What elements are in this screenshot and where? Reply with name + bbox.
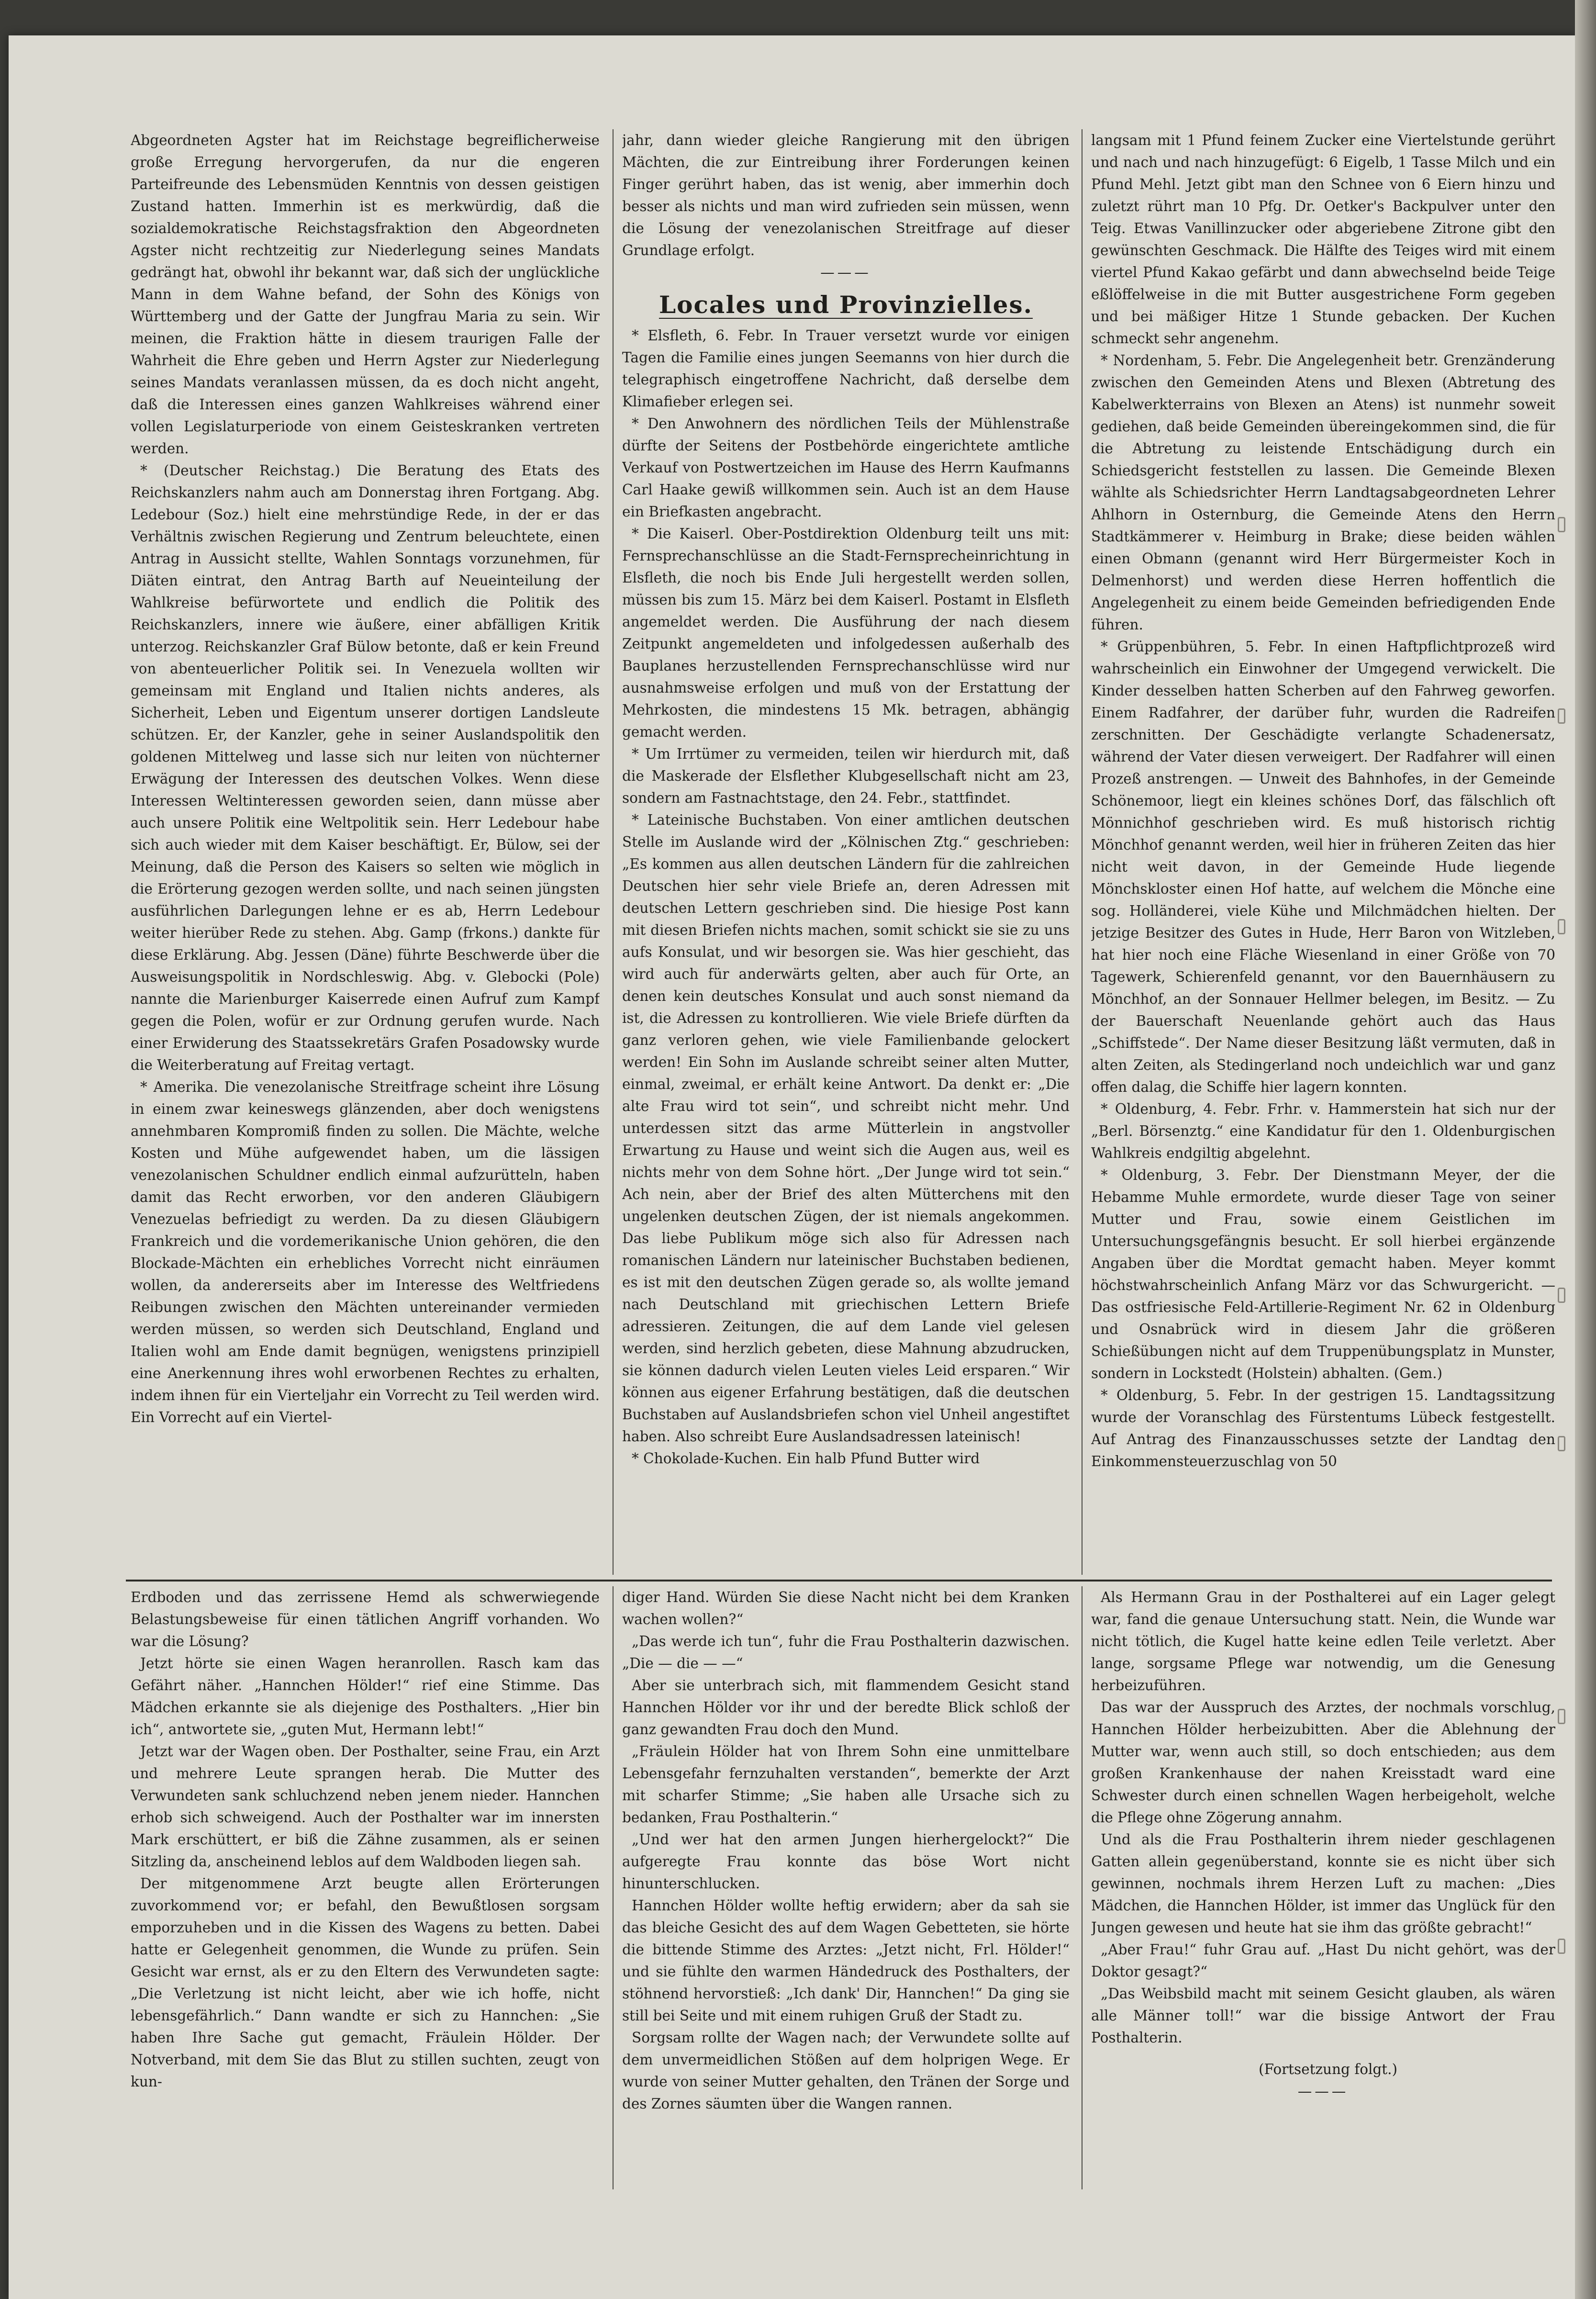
top-column-1 [131,129,600,1575]
news-item: * Den Anwohnern des nördlichen Teils der Mühlenstraße dürfte der Seitens der Postbehörde eingerichtete amtliche Verkauf von Postwertzeichen im Hause des Herrn Kaufmanns Carl Haake gewiß willkommen sein. Auch ist an dem Hause ein Briefkasten angebracht. [622,415,1070,520]
story-paragraph: Der mitgenommene Arzt beugte allen Erörterungen zuvorkommend vor; er befahl, den Bewußtlosen sorgsam emporzuheben und in die Kissen des Wagens zu betten. Dabei hatte er Gelegenheit genommen, die Wunde zu prüfen. Sein Gesicht war ernst, als er zu den Eltern des Verwundeten sagte: „Die Verletzung ist nicht leicht, aber wie ich hoffe, nicht lebensgefährlich.“ Dann wandte er sich zu Hannchen: „Sie haben Ihre Sache gut gemacht, Fräulein Hölder. Der Notverband, mit dem Sie das Blut zu stillen suchten, zeugt von kun- [131,1875,600,2090]
news-item: * Elsfleth, 6. Febr. In Trauer versetzt wurde vor einigen Tagen die Familie eines jungen Seemanns von hier durch die telegraphisch eingetroffene Nachricht, daß derselbe dem Klimafieber erlegen sei. [622,327,1070,410]
binding-hole [1558,517,1565,532]
story-paragraph: Das war der Ausspruch des Arztes, der nochmals vorschlug, Hannchen Hölder herbeizubitten. Aber die Ablehnung der Mutter war, wenn auch still, so doch entschieden; aus dem großen Krankenhause der nahen Kreisstadt ward eine Schwester durch einen schnellen Wagen herbeigeholt, welche die Pflege ohne Zögerung annahm. [1091,1699,1555,1826]
story-paragraph: Und als die Frau Posthalterin ihrem nieder geschlagenen Gatten allein gegenüberstand, konnte sie es nicht über sich gewinnen, nochmals ihrem Herzen Luft zu machen: „Dies Mädchen, die Hannchen Hölder, ist immer das Unglück für den Jungen gewesen und heute hat sie ihm das größte gebracht!“ [1091,1831,1555,1936]
newspaper-page [9,35,1576,2299]
story-paragraph: diger Hand. Würden Sie diese Nacht nicht bei dem Kranken wachen wollen?“ [622,1589,1070,1627]
story-paragraph: „Das werde ich tun“, fuhr die Frau Posthalterin dazwischen. „Die — die — —“ [622,1633,1070,1671]
story-paragraph: Als Hermann Grau in der Posthalterei auf ein Lager gelegt war, fand die genaue Untersuchung statt. Nein, die Wunde war nicht tötlich, die Kugel hatte keine edlen Teile verletzt. Aber lange, sorgsame Pflege war notwendig, um die Genesung herbeizuführen. [1091,1589,1555,1693]
binding-hole [1558,708,1565,724]
continued-note: (Fortsetzung folgt.) [1258,2061,1398,2077]
bottom-column-1 [131,1586,600,2204]
story-paragraph: Erdboden und das zerrissene Hemd als schwerwiegende Belastungsbeweise für einen tätlichen Angriff vorhanden. Wo war die Lösung? [131,1589,600,1649]
binding-hole [1558,919,1565,934]
news-item: * Nordenham, 5. Febr. Die Angelegenheit betr. Grenzänderung zwischen den Gemeinden Atens und Blexen (Abtretung des Kabelwerkterrains von Blexen an Atens) ist nunmehr soweit gediehen, daß beide Gemeinden übereingekommen sind, die für die Abtretung zu leistende Entschädigung durch ein Schiedsgericht feststellen zu lassen. Die Gemeinde Blexen wählte als Schiedsrichter Herrn Landtagsabgeordneten Lehrer Ahlhorn in Osternburg, die Gemeinde Atens den Herrn Stadtkämmerer v. Heimburg in Brake; diese beiden wählen einen Obmann (genannt wird Herr Bürgermeister Koch in Delmenhorst) und werden diese Herren hoffentlich die Angelegenheit zu einem beide Gemeinden befriedigenden Ende führen. [1091,352,1555,633]
story-paragraph: „Aber Frau!“ fuhr Grau auf. „Hast Du nicht gehört, was der Doktor gesagt?“ [1091,1941,1555,1980]
news-item: * Lateinische Buchstaben. Von einer amtlichen deutschen Stelle im Auslande wird der „Kölnischen Ztg.“ geschrieben: „Es kommen aus allen deutschen Ländern für die zahlreichen Deutschen hier sehr viele Briefe an, deren Adressen mit deutschen Lettern geschrieben sind. Die hiesige Post kann mit diesen Briefen nichts machen, somit schickt sie sie zu uns aufs Konsulat, und wir besorgen sie. Was hier geschieht, das wird auch für anderwärts gelten, aber auch für Orte, an denen kein deutsches Konsulat und auch sonst niemand da ist, die Adressen zu kontrollieren. Wie viele Briefe dürften da ganz verloren gehen, wie viele Familienbande gelockert werden! Ein Sohn im Auslande schreibt seiner alten Mutter, einmal, zweimal, er erhält keine Antwort. Da denkt er: „Die alte Frau wird tot sein“, und schreibt nicht mehr. Und unterdessen sitzt das arme Mütterlein in angstvoller Erwartung zu Hause und weint sich die Augen aus, weil es nichts mehr von dem Sohne hört. „Der Junge wird tot sein.“ Ach nein, aber der Brief des alten Mütterchens mit den ungelenken deutschen Zügen, der ist niemals angekommen. Das liebe Publikum möge sich also für Adressen nach romanischen Ländern nur lateinischer Buchstaben bedienen, es ist mit den deutschen Zügen gerade so, als wollte jemand nach Deutschland mit griechischen Lettern Briefe adressieren. Zeitungen, die auf dem Lande viel gelesen werden, sind herzlich gebeten, diese Mahnung abzudrucken, sie können dadurch vielen Leuten vieles Leid ersparen.“ Wir können aus eigener Erfahrung bestätigen, daß die deutschen Buchstaben auf Auslandsbriefen schon viel Unheil angestiftet haben. Also schreibt Eure Auslandsadressen lateinisch! [622,812,1070,1445]
bottom-column-3 [1091,1586,1555,2204]
news-item: * Chokolade-Kuchen. Ein halb Pfund Butter wird [632,1450,980,1467]
news-item: * Oldenburg, 3. Febr. Der Dienstmann Meyer, der die Hebamme Muhle ermordete, wurde dieser Tage von seiner Mutter und Frau, sowie einem Geistlichen im Untersuchungsgefängnis besucht. Er soll hierbei ergänzende Angaben über die Mordtat gemacht haben. Meyer kommt höchstwahrscheinlich Anfang März vor das Schwurgericht. — Das ostfriesische Feld-Artillerie-Regiment Nr. 62 in Oldenburg und Osnabrück wird in diesem Jahr die größeren Schießübungen nicht auf dem Truppenübungsplatz in Munster, sondern in Lockstedt (Holstein) abhalten. (Gem.) [1091,1167,1555,1381]
story-paragraph: Sorgsam rollte der Wagen nach; der Verwundete sollte auf dem unvermeidlichen Stößen auf dem holprigen Wege. Er wurde von seiner Mutter gehalten, den Tränen der Sorge und des Zornes säumten über die Wangen rannen. [622,2030,1070,2112]
story-paragraph: Jetzt hörte sie einen Wagen heranrollen. Rasch kam das Gefährt näher. „Hannchen Hölder!“ rief eine Stimme. Das Mädchen erkannte sie als diejenige des Posthalters. „Hier bin ich“, antwortete sie, „guten Mut, Hermann lebt!“ [131,1655,600,1738]
article-paragraph: * Amerika. Die venezolanische Streitfrage scheint ihre Lösung in einem zwar keineswegs glänzenden, aber doch wenigstens annehmbaren Kompromiß finden zu sollen. Die Mächte, welche Kosten und Mühe aufgewendet haben, um die lässigen venezolanischen Schuldner endlich einmal aufzurütteln, haben damit das Recht erworben, vor den anderen Gläubigern Venezuelas befriedigt zu werden. Da zu diesen Gläubigern Frankreich und die vordemerikanische Union gehören, die den Blockade-Mächten ein erhebliches Vorrecht nicht einräumen wollen, da andererseits aber im Interesse des Weltfriedens Reibungen zwischen den Mächten untereinander vermieden werden müssen, so werden sich Deutschland, England und Italien wohl am Ende damit begnügen, wenigstens prinzipiell eine Anerkennung ihres wohl erworbenen Rechtes zu erhalten, indem ihnen für ein Vierteljahr ein Vorrecht zu Teil werden wird. Ein Vorrecht auf ein Viertel- [131,1079,600,1425]
column-rule [613,129,614,1575]
column-rule [1082,129,1083,1575]
article-paragraph: Abgeordneten Agster hat im Reichstage begreiflicherweise große Erregung hervorgerufen, da nur die engeren Parteifreunde des Lebensmüden Kenntnis von dessen geistigen Zustand hatten. Immerhin ist es merkwürdig, daß die sozialdemokratische Reichstagsfraktion den Abgeordneten Agster nicht rechtzeitig zur Niederlegung seines Mandats gedrängt hat, obwohl ihr bekannt war, daß sich der unglückliche Mann in dem Wahne befand, der Sohn des Königs von Württemberg und der Gatte der Jungfrau Maria zu sein. Wir meinen, die Fraktion hätte in diesem traurigen Falle der Wahrheit die Ehre geben und Herrn Agster zur Niederlegung seines Mandats veranlassen müssen, da es doch nicht angeht, daß die Interessen eines ganzen Wahlkreises während einer vollen Legislaturperiode von einem Geisteskranken vertreten werden. [131,132,600,457]
page-edge [1575,0,1596,2299]
story-paragraph: „Und wer hat den armen Jungen hierhergelockt?“ Die aufgeregte Frau konnte das böse Wort nicht hinunterschlucken. [622,1831,1070,1892]
top-column-3 [1091,129,1555,1575]
news-item: langsam mit 1 Pfund feinem Zucker eine Viertelstunde gerührt und nach und nach hinzugefügt: 6 Eigelb, 1 Tasse Milch und ein Pfund Mehl. Jetzt gibt man den Schnee von 6 Eiern hinzu und zuletzt rührt man 10 Pfg. Dr. Oetker's Backpulver unter den Teig. Etwas Vanillinzucker oder abgeriebene Zitrone gibt den gewünschten Geschmack. Die Hälfte des Teiges wird mit einem viertel Pfund Kakao gefärbt und dann abwechselnd beide Teige eßlöffelweise in die mit Butter ausgestrichene Form gegeben und bei mäßiger Hitze 1 Stunde gebacken. Der Kuchen schmeckt sehr angenehm. [1091,132,1555,347]
end-rule: ——— [1297,2083,1349,2099]
story-paragraph: Jetzt war der Wagen oben. Der Posthalter, seine Frau, ein Arzt und mehrere Leute sprangen herab. Die Mutter des Verwundeten sank schluchzend neben jenem nieder. Hannchen erhob sich schweigend. Auch der Posthalter war im innersten Mark erschüttert, er biß die Zähne zusammen, als er seinen Sitzling da, anscheinend leblos auf dem Waldboden liegen sah. [131,1743,600,1870]
separator: ——— [820,264,871,280]
bottom-column-2 [622,1586,1070,2204]
binding-hole [1558,1939,1565,1954]
top-column-2 [622,129,1070,1575]
binding-hole [1558,1709,1565,1724]
article-paragraph: jahr, dann wieder gleiche Rangierung mit den übrigen Mächten, die zur Eintreibung ihrer Forderungen keinen Finger gerührt haben, das ist wenig, aber immerhin doch besser als nichts und man wird zufrieden sein müssen, wenn die Lösung der venezolanischen Streitfrage auf dieser Grundlage erfolgt. [622,132,1070,258]
binding-hole [1558,1288,1565,1303]
story-paragraph: Aber sie unterbrach sich, mit flammendem Gesicht stand Hannchen Hölder vor ihr und der beredte Blick schloß der ganz gewandten Frau doch den Mund. [622,1677,1070,1738]
news-item: * Oldenburg, 5. Febr. In der gestrigen 15. Landtagssitzung wurde der Voranschlag des Fürstentums Lübeck festgestellt. Auf Antrag des Finanzausschusses setzte der Landtag den Einkommensteuerzuschlag von 50 [1091,1387,1555,1469]
section-heading: Locales und Provinzielles. [658,291,1033,319]
feuilleton-divider [126,1580,1552,1581]
news-item: * Die Kaiserl. Ober-Postdirektion Oldenburg teilt uns mit: Fernsprechanschlüsse an die Stadt-Fernsprecheinrichtung in Elsfleth, die noch bis Ende Juli hergestellt werden sollen, müssen bis zum 15. März bei dem Kaiserl. Postamt in Elsfleth angemeldet werden. Die Ausführung der nach diesem Zeitpunkt angemeldeten und infolgedessen außerhalb des Bauplanes herzustellenden Fernsprechanschlüsse wird nur ausnahmsweise erfolgen und muß von der Erstattung der Mehrkosten, die mindestens 15 Mk. betragen, abhängig gemacht werden. [622,526,1070,740]
news-item: * Grüppenbühren, 5. Febr. In einen Haftpflichtprozeß wird wahrscheinlich ein Einwohner der Umgegend verwickelt. Die Kinder desselben hatten Scherben auf den Fahrweg geworfen. Einem Radfahrer, der darüber fuhr, wurden die Radreifen zerschnitten. Der Geschädigte verlangte Schadenersatz, während der Vater diesen verweigert. Der Radfahrer will einen Prozeß anstrengen. — Unweit des Bahnhofes, in der Gemeinde Schönemoor, liegt ein kleines schönes Dorf, das fälschlich oft Mönnichhof geschrieben wird. Es muß historisch richtig Mönchhof genannt werden, weil hier in früheren Zeiten das hier nicht weit davon, in der Gemeinde Hude liegende Mönchskloster einen Hof hatte, auf welchem die Mönche eine sog. Holländerei, viele Kühe und Milchmädchen hielten. Der jetzige Besitzer des Gutes in Hude, Herr Baron von Witzleben, hat hier noch eine Fläche Wiesenland in einer Größe von 70 Tagewerk, Schierenfeld genannt, vor den Bauernhäusern zu Mönchhof, an der Sonnauer Hellmer belegen, im Besitz. — Zu der Bauerschaft Neuenlande gehört auch das Haus „Schiffstede“. Der Name dieser Besitzung läßt vermuten, daß in alten Zeiten, als Stedingerland noch undeichlich war und ganz offen dalag, die Schiffe hier lagern konnten. [1091,639,1555,1095]
story-paragraph: Hannchen Hölder wollte heftig erwidern; aber da sah sie das bleiche Gesicht des auf dem Wagen Gebetteten, sie hörte die bittende Stimme des Arztes: „Jetzt nicht, Frl. Hölder!“ und sie fühlte den warmen Händedruck des Posthalters, der stöhnend hervorstieß: „Ich dank' Dir, Hannchen!“ Da ging sie still bei Seite und mit einem ruhigen Gruß der Stadt zu. [622,1897,1070,2024]
column-rule [613,1586,614,2189]
story-paragraph: „Das Weibsbild macht mit seinem Gesicht glauben, als wären alle Männer toll!“ war die bissige Antwort der Frau Posthalterin. [1091,1985,1555,2046]
news-item: * Um Irrtümer zu vermeiden, teilen wir hierdurch mit, daß die Maskerade der Elsflether Klubgesellschaft nicht am 23, sondern am Fastnachtstage, den 24. Febr., stattfindet. [622,746,1070,806]
story-paragraph: „Fräulein Hölder hat von Ihrem Sohn eine unmittelbare Lebensgefahr fernzuhalten verstanden“, bemerkte der Arzt mit scharfer Stimme; „Sie haben alle Ursache sich zu bedanken, Frau Posthalterin.“ [622,1743,1070,1826]
news-item: * Oldenburg, 4. Febr. Frhr. v. Hammerstein hat sich nur der „Berl. Börsenztg.“ eine Kandidatur für den 1. Oldenburgischen Wahlkreis endgiltig abgelehnt. [1091,1101,1555,1161]
article-paragraph: * (Deutscher Reichstag.) Die Beratung des Etats des Reichskanzlers nahm auch am Donnerstag ihren Fortgang. Abg. Ledebour (Soz.) hielt eine mehrstündige Rede, in der er das Verhältnis zwischen Regierung und Zentrum beleuchtete, einen Antrag in Aussicht stellte, Wahlen Sonntags vorzunehmen, für Diäten eintrat, den Antrag Barth auf Neueinteilung der Wahlkreise befürwortete und endlich die Politik des Reichskanzlers, innere wie äußere, einer abfälligen Kritik unterzog. Reichskanzler Graf Bülow betonte, daß er kein Freund von abenteuerlicher Politik sei. In Venezuela wollten wir gemeinsam mit England und Italien nichts anderes, als Sicherheit, Leben und Eigentum unserer dortigen Landsleute schützen. Er, der Kanzler, gehe in seiner Auslandspolitik den goldenen Mittelweg und lasse sich nur leiten von nüchterner Erwägung der Interessen des deutschen Volkes. Wenn diese Interessen Weltinteressen geworden seien, dann müsse aber auch unsere Politik eine Weltpolitik sein. Herr Ledebour habe sich auch wieder mit dem Kaiser beschäftigt. Er, Bülow, sei der Meinung, daß die Person des Kaisers so selten wie möglich in die Erörterung gezogen werden sollte, und nach seinen jüngsten ausführlichen Darlegungen lehne er es ab, Herrn Ledebour weiter hierüber Rede zu stehen. Abg. Gamp (frkons.) dankte für diese Erklärung. Abg. Jessen (Däne) führte Beschwerde über die Ausweisungspolitik in Nordschleswig. Abg. v. Glebocki (Pole) nannte die Marienburger Kaiserrede einen Aufruf zum Kampf gegen die Polen, wofür er zur Ordnung gerufen wurde. Nach einer Erwiderung des Staatssekretärs Grafen Posadowsky wurde die Weiterberatung auf Freitag vertagt. [131,462,600,1073]
binding-hole [1558,1436,1565,1451]
column-rule [1082,1586,1083,2189]
